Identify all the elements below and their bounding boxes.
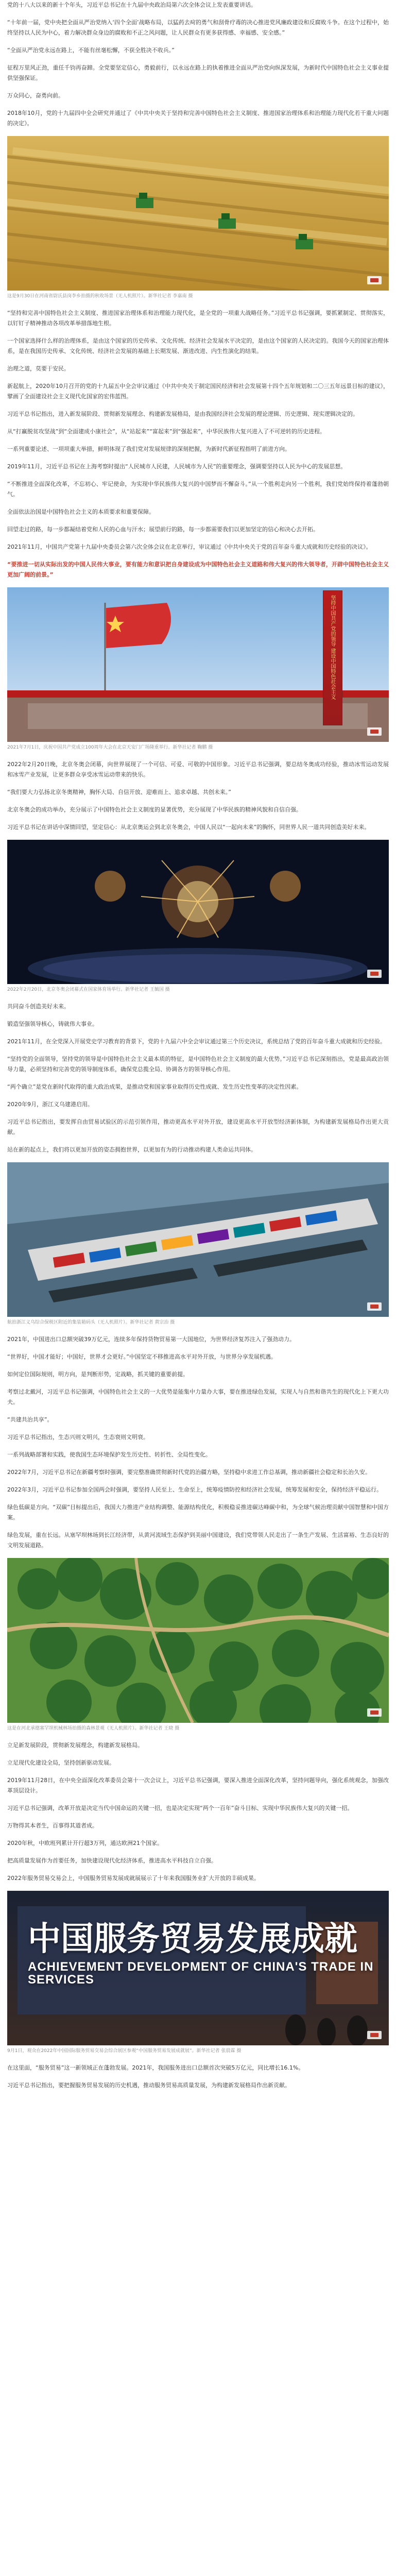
paragraph: 在这里面，“服务贸易”这一新领域正在蓬勃发展。2021年，我国服务进出口总额首次突破5万亿元，同比增长16.1%。 [7,2064,304,2071]
paragraph: 2019年11月，习近平总书记在上海考察时提出“人民城市人民建，人民城市为人民”的重要理念，强调要坚持以人民为中心的发展思想。 [7,463,347,470]
paragraph: 万物得其本者生，百事得其道者成。 [7,1822,98,1829]
forest-illustration [7,1558,389,1723]
paragraph: 一个国家选择什么样的治理体系，是由这个国家的历史传承、文化传统、经济社会发展水平决定的，是由这个国家的人民决定的。我国今天的国家治理体系，是在我国历史传承、文化传统、经济社会发展的基础上长期发展、渐进改进、内生性演化的结果。 [7,337,389,354]
photo-caption: 2022年2月20日，北京冬奥会闭幕式在国家体育场举行。新华社记者 王毓国 摄 [7,987,170,992]
container-port-illustration [7,1162,389,1317]
photo-caption: 航拍浙江义乌综合保税区附近的集装箱码头（无人机照片）。新华社记者 黄宗治 摄 [7,1320,175,1325]
container-port-photo [7,1162,389,1317]
paragraph: “我们要大力弘扬北京冬奥精神，胸怀大局、自信开放、迎难而上、追求卓越、共创未来。” [7,789,231,795]
paragraph: 把高质量发展作为首要任务，加快建设现代化经济体系，推进高水平科技自立自强。 [7,1857,217,1864]
paragraph: “坚持党的全面领导，坚持党的领导是中国特色社会主义最本质的特征，是中国特色社会主义制度的最大优势。”习近平总书记深刻指出，党是最高政治领导力量，必须坚持和完善党的领导制度体系，确保党总揽全局、协调各方的领导核心作用。 [7,1056,389,1073]
photo-caption: 这是在河北承德塞罕坝机械林场拍摄的森林景观（无人机照片）。新华社记者 王晓 摄 [7,1726,180,1731]
paragraph: 习近平总书记强调，改革开放是决定当代中国命运的关键一招，也是决定实现“两个一百年”奋斗目标、实现中华民族伟大复兴的关键一招。 [7,1805,353,1811]
paragraph: 2018年10月，党的十九届四中全会研究并通过了《中共中央关于坚持和完善中国特色社会主义制度、推进国家治理体系和治理能力现代化若干重大问题的决定》。 [7,110,389,127]
paragraph: “共建共治共享”。 [7,1416,53,1423]
banner-text: 坚持中国共产党的领导 建设中国特色社会主义 [330,595,335,700]
paragraph: 新起航上，2020年10月召开的党的十九届五中全会审议通过《中共中央关于制定国民经济和社会发展第十四个五年规划和二〇三五年远景目标的建议》，擘画了全面建设社会主义现代化国家的宏伟蓝图。 [7,383,389,400]
paragraph: “世界好，中国才能好；中国好，世界才会更好。”中国坚定不移推进高水平对外开放，与世界分享发展机遇。 [7,1353,277,1360]
paragraph: 习近平总书记在讲话中深情回望，坚定信心：从北京奥运会到北京冬奥会，中国人民以“一起向未来”的胸怀，同世界人民一道共同创造美好未来。 [7,824,370,831]
paragraph: 2021年，中国进出口总额突破39万亿元，连续多年保持货物贸易第一大国地位，为世界经济复苏注入了强劲动力。 [7,1336,295,1343]
paragraph: 党的十八大以来的新十个年头，习近平总书记在十九届中央政治局第六次全体会议上发表重要讲话。 [7,2,256,8]
forest-photo [7,1558,389,1723]
fireworks-photo [7,840,389,984]
photo-caption: 2021年7月1日，庆祝中国共产党成立100周年大会在北京天安门广场隆重举行。新华社记者 鞠鹏 摄 [7,745,213,750]
paragraph: 站在新的起点上，我们将以更加开放的姿态拥抱世界，以更加有为的行动推动构建人类命运共同体。 [7,1146,256,1153]
xinhua-logo-icon [367,1302,382,1311]
paragraph: “两个确立”是党在新时代取得的重大政治成果，是推动党和国家事业取得历史性成就、发生历史性变革的决定性因素。 [7,1083,302,1090]
harvest-field-photo [7,136,389,291]
paragraph: 2020年秋，中欧班列累计开行超3万列，通达欧洲21个国家。 [7,1840,163,1846]
paragraph: “不断推进全面深化改革，不忘初心、牢记使命，为实现中华民族伟大复兴的中国梦而不懈奋斗。”从一个胜利走向另一个胜利，我们党始终保持着蓬勃朝气。 [7,481,389,498]
xinhua-logo-icon [367,276,382,284]
fireworks-illustration [7,840,389,984]
paragraph: 治理之道，莫要于安民。 [7,365,70,372]
paragraph: 万众同心，奋勇向前。 [7,92,64,99]
photo-caption: 9月1日，观众在2022年中国国际服务贸易交易会综合展区参观“中国服务贸易发展成就展”。新华社记者 张晨霖 摄 [7,2048,242,2054]
exhibition-photo [7,1891,389,2045]
highlighted-quote: “要推进一切从实际出发的中国人民伟大事业，要有能力和意识把自身建设成为中国特色社会主义道路和伟大复兴的伟大领导者，开辟中国特色社会主义更加广阔的前景。” [7,561,389,578]
paragraph: 从“打赢脱贫攻坚战”到“全面建成小康社会”，从“站起来”“富起来”到“强起来”，中华民族伟大复兴进入了不可逆转的历史进程。 [7,428,325,435]
paragraph: 一系列战略部署和实践，使我国生态环境保护发生历史性、转折性、全局性变化。 [7,1451,211,1458]
vertical-banner [323,590,342,725]
paragraph: 回望走过的路，每一步都凝结着党和人民的心血与汗水；展望前行的路，每一步都需要我们以更加坚定的信心和决心去开拓。 [7,526,319,533]
paragraph: 绿色低碳是方向。“双碳”目标提出后，我国大力推进产业结构调整、能源结构优化，积极稳妥推进碳达峰碳中和，为全球气候治理贡献中国智慧和中国方案。 [7,1504,389,1521]
exhibition-title-cn: 中国服务贸易发展成就 [28,1920,357,1957]
flag-ceremony-photo [7,587,389,742]
paragraph: 立足现代化建设全局，坚持创新驱动发展。 [7,1759,115,1766]
exhibition-banner [28,1922,389,1987]
paragraph: 习近平总书记指出，要发挥自由贸易试验区的示范引领作用，推动更高水平对外开放，建设更高水平开放型经济新体制，为构建新发展格局作出更大贡献。 [7,1118,389,1136]
xinhua-logo-icon [367,727,382,736]
paragraph: “十年前一届，党中央把全面从严治党纳入‘四个全面’战略布局，以猛药去疴的勇气和刮骨疗毒的决心推进党风廉政建设和反腐败斗争。在这个过程中，始终坚持以人民为中心，着力解决群众身边的腐败和不正之风问题，让人民群众有更多获得感、幸福感、安全感。” [7,19,389,36]
paragraph: 2020年9月，浙江义乌建港启用。 [7,1101,93,1108]
paragraph: 共同奋斗创造美好未来。 [7,1003,70,1010]
paragraph: 如何定位国际规则，明方向，是判断形势，定战略，抓关键的重要前提。 [7,1371,188,1378]
xinhua-logo-icon [367,2031,382,2039]
paragraph: 2022年服务贸易交易会上，中国服务贸易发展成就展展示了十年来我国服务业扩大开放的丰硕成果。 [7,1875,260,1882]
paragraph: 考察过北戴河，习近平总书记强调，中国特色社会主义的一大优势是能集中力量办大事，要在推进绿色发展，实现人与自然和谐共生的现代化上下更大功夫。 [7,1388,389,1405]
paragraph: “坚持和完善中国特色社会主义制度、推进国家治理体系和治理能力现代化，是全党的一项重大战略任务。”习近平总书记强调，要抓紧制定、贯彻落实，以钉钉子精神推动各项改革举措落地生根。 [7,310,389,327]
paragraph: 2022年3月，习近平总书记参加全国两会时强调，要坚持人民至上、生命至上，统筹疫情防控和经济社会发展，统筹发展和安全，保持经济平稳运行。 [7,1486,382,1493]
paragraph: “全面从严治党永远在路上，不能有丝毫松懈，不获全胜决不收兵。” [7,47,175,54]
xinhua-logo-icon [367,970,382,978]
paragraph: 全面依法治国是中国特色社会主义的本质要求和重要保障。 [7,509,154,515]
paragraph: 2019年11月28日，在中央全面深化改革委员会第十一次会议上，习近平总书记强调，要深入推进全面深化改革，坚持问题导向，强化系统观念，加强改革顶层设计。 [7,1777,389,1794]
xinhua-logo-icon [367,1708,382,1717]
paragraph: 习近平总书记指出，生态兴则文明兴，生态衰则文明衰。 [7,1434,149,1440]
photo-caption: 这是9月30日在河南省尉氏县岗李乡拍摄的秋收场景（无人机照片）。新华社记者 李嘉南 摄 [7,294,193,299]
harvest-field-illustration [7,136,389,291]
paragraph: 习近平总书记指出，进入新发展阶段、贯彻新发展理念、构建新发展格局，是由我国经济社会发展的理论逻辑、历史逻辑、现实逻辑决定的。 [7,411,358,417]
paragraph: 2022年7月，习近平总书记在新疆考察时强调，要完整准确贯彻新时代党的治疆方略，坚持稳中求进工作总基调，推动新疆社会稳定和长治久安。 [7,1469,371,1476]
paragraph: 2022年2月20日晚，北京冬奥会闭幕，向世界展现了一个可信、可爱、可敬的中国形象。习近平总书记强调，要总结冬奥成功经验，推动冰雪运动发展和冰雪产业发展，让更多群众享受冰雪运动带来的快乐。 [7,761,389,778]
paragraph: 2021年11月，中国共产党第十九届中央委员会第六次全体会议在北京举行，审议通过《中共中央关于党的百年奋斗重大成就和历史经验的决议》。 [7,544,372,550]
paragraph: 一系列重要论述、一项项重大举措，鲜明体现了我们党对发展规律的深刻把握，为新时代新征程指明了前进方向。 [7,446,290,452]
exhibition-title-en: ACHIEVEMENT DEVELOPMENT OF CHINA'S TRADE IN SERVICES [28,1960,374,1987]
paragraph: 锻造坚强领导核心，铸就伟大事业。 [7,1021,98,1027]
paragraph: 北京冬奥会的成功举办，充分展示了中国特色社会主义制度的显著优势，充分展现了中华民族的精神风貌和自信自强。 [7,806,302,813]
paragraph: 习近平总书记指出，要把握服务贸易发展的历史机遇，推动服务贸易高质量发展，为构建新发展格局作出新贡献。 [7,2082,290,2089]
paragraph: 2021年11月，在全党深入开展党史学习教育的背景下，党的十九届六中全会审议通过第三个历史决议，系统总结了党的百年奋斗重大成就和历史经验。 [7,1038,386,1045]
paragraph: 绿色发展，重在长远。从塞罕坝林场到长江经济带，从黄河流域生态保护到美丽中国建设，我们党带领人民走出了一条生产发展、生活富裕、生态良好的文明发展道路。 [7,1532,389,1549]
paragraph: 征程万里风正劲，重任千钧再奋蹄。全党要坚定信心，勇毅前行，以永远在路上的执着推进全面从严治党向纵深发展，为新时代中国特色社会主义事业提供坚强保证。 [7,64,389,81]
paragraph: 立足新发展阶段，贯彻新发展理念，构建新发展格局。 [7,1742,143,1749]
